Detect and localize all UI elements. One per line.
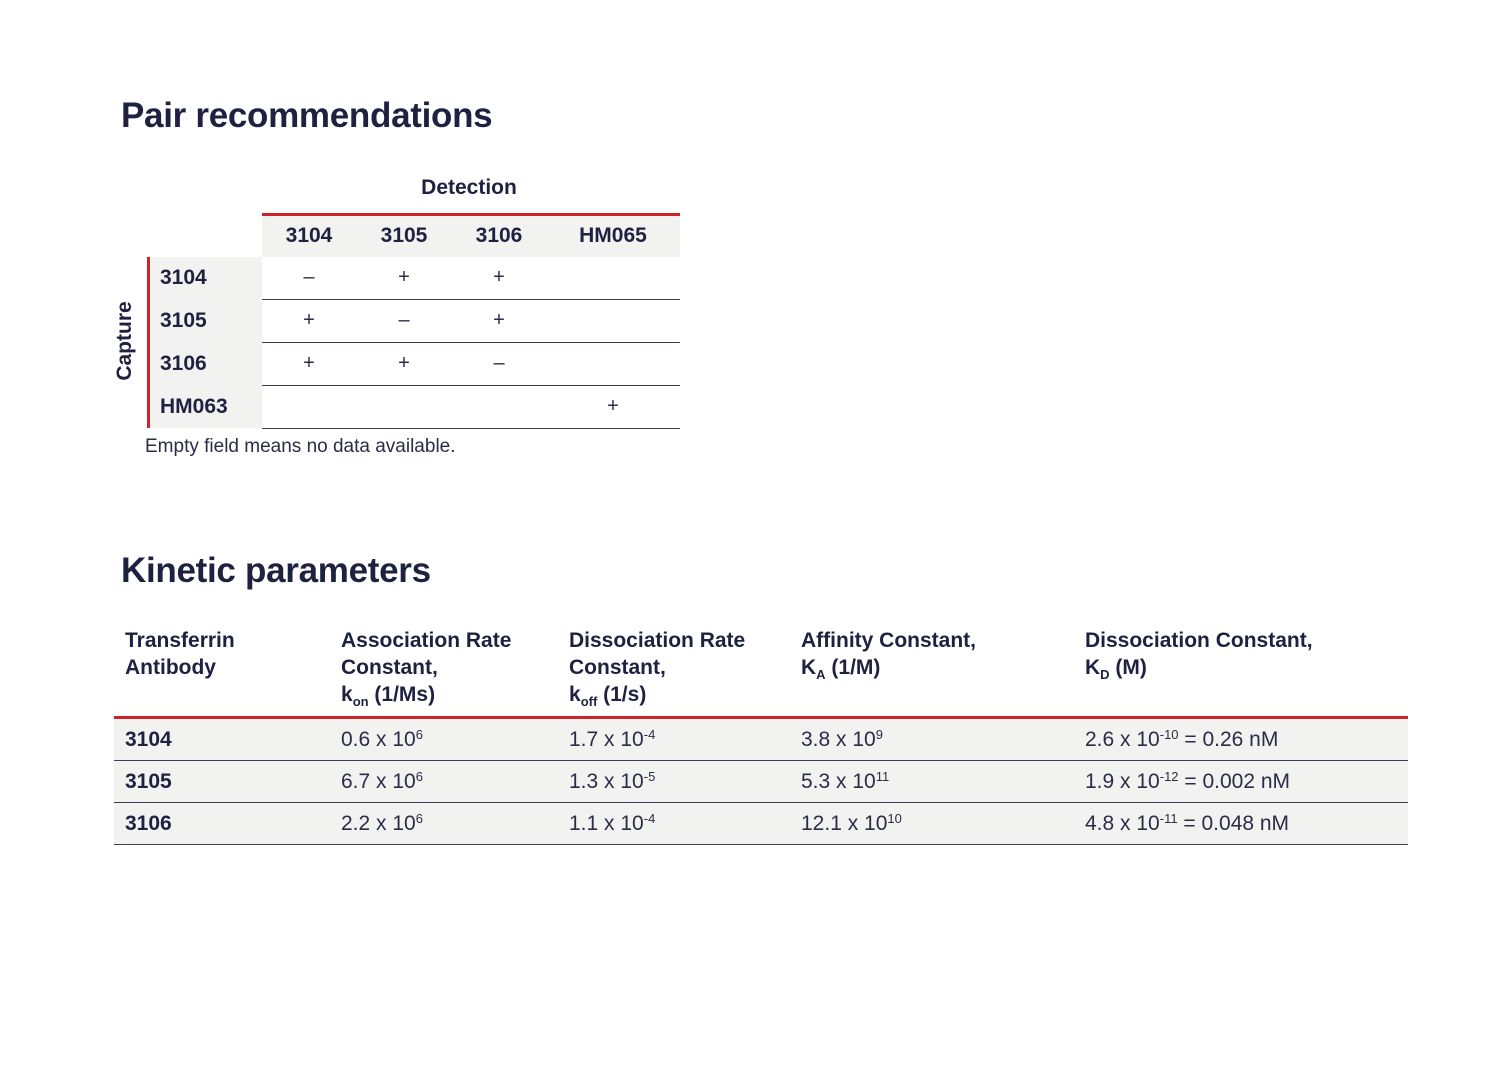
value-mantissa: 1.9 x 10	[1085, 769, 1160, 793]
value-nm: = 0.002 nM	[1178, 769, 1291, 793]
capture-label: Capture	[113, 301, 136, 381]
antibody-cell: 3105	[114, 761, 330, 803]
detection-header: 3106	[452, 215, 547, 257]
ka-column-header	[790, 627, 1074, 718]
pair-table	[147, 213, 680, 429]
symbol-letter: K	[1085, 656, 1101, 679]
symbol-letter: K	[801, 656, 817, 679]
pair-cell	[547, 299, 680, 342]
pair-row	[149, 257, 680, 300]
kon-cell	[330, 718, 558, 761]
symbol-subscript: on	[352, 694, 369, 709]
kinetic-header-row	[114, 627, 1408, 718]
kd-cell	[1074, 803, 1408, 845]
ka-cell	[790, 761, 1074, 803]
header-symbol	[569, 681, 790, 708]
kd-cell	[1074, 718, 1408, 761]
value-exponent: 6	[415, 726, 423, 742]
kinetic-parameters-title: Kinetic parameters	[121, 551, 431, 590]
kon-cell	[330, 761, 558, 803]
koff-column-header	[558, 627, 790, 718]
kinetic-row	[114, 718, 1408, 761]
kd-cell	[1074, 761, 1408, 803]
kinetic-row	[114, 761, 1408, 803]
value-exponent: -4	[643, 726, 656, 742]
detection-header: 3104	[262, 215, 357, 257]
kinetic-row	[114, 803, 1408, 845]
antibody-cell: 3104	[114, 718, 330, 761]
pair-cell: +	[357, 342, 452, 385]
value-mantissa: 0.6 x 10	[341, 727, 416, 751]
value-exponent: 10	[887, 810, 902, 826]
value-mantissa: 2.6 x 10	[1085, 727, 1160, 751]
pair-cell: +	[357, 257, 452, 300]
koff-cell	[558, 803, 790, 845]
value-exponent: -10	[1159, 726, 1179, 742]
pair-row	[149, 299, 680, 342]
antibody-column-header	[114, 627, 330, 718]
symbol-subscript: D	[1100, 667, 1110, 682]
pair-cell	[357, 385, 452, 428]
ka-cell	[790, 718, 1074, 761]
header-line: Antibody	[125, 656, 216, 679]
pair-cell: +	[452, 257, 547, 300]
value-mantissa: 4.8 x 10	[1085, 811, 1160, 835]
pair-cell: +	[262, 342, 357, 385]
symbol-subscript: off	[580, 694, 598, 709]
header-line: Association Rate	[341, 629, 512, 652]
value-exponent: 9	[875, 726, 883, 742]
capture-header: 3106	[149, 342, 262, 385]
value-mantissa: 1.3 x 10	[569, 769, 644, 793]
symbol-unit: (M)	[1109, 656, 1147, 679]
detection-header: 3105	[357, 215, 452, 257]
koff-cell	[558, 761, 790, 803]
header-line: Transferrin	[125, 629, 235, 652]
value-exponent: -12	[1159, 768, 1179, 784]
pair-cell: +	[452, 299, 547, 342]
pair-corner-cell	[149, 215, 262, 257]
pair-cell	[262, 385, 357, 428]
value-mantissa: 12.1 x 10	[801, 811, 888, 835]
value-mantissa: 3.8 x 10	[801, 727, 876, 751]
antibody-cell: 3106	[114, 803, 330, 845]
symbol-subscript: A	[816, 667, 826, 682]
pair-cell	[547, 257, 680, 300]
value-nm: = 0.26 nM	[1178, 727, 1279, 751]
pair-cell: –	[262, 257, 357, 300]
value-nm: = 0.048 nM	[1177, 811, 1290, 835]
capture-header: 3105	[149, 299, 262, 342]
value-mantissa: 6.7 x 10	[341, 769, 416, 793]
capture-header: HM063	[149, 385, 262, 428]
pair-row	[149, 385, 680, 428]
kon-column-header	[330, 627, 558, 718]
header-line: Affinity Constant,	[801, 629, 976, 652]
pair-cell	[452, 385, 547, 428]
value-mantissa: 5.3 x 10	[801, 769, 876, 793]
header-line: Dissociation Rate	[569, 629, 746, 652]
header-symbol	[801, 654, 1074, 681]
kon-cell	[330, 803, 558, 845]
pair-cell	[547, 342, 680, 385]
detection-label: Detection	[421, 176, 517, 199]
symbol-letter: k	[569, 683, 581, 706]
pair-note: Empty field means no data available.	[145, 436, 456, 457]
value-exponent: 6	[415, 810, 423, 826]
symbol-unit: (1/Ms)	[368, 683, 436, 706]
value-exponent: 11	[875, 768, 890, 784]
symbol-unit: (1/s)	[597, 683, 647, 706]
pair-cell: +	[547, 385, 680, 428]
capture-header: 3104	[149, 257, 262, 300]
value-mantissa: 1.7 x 10	[569, 727, 644, 751]
pair-header-row	[149, 215, 680, 257]
symbol-letter: k	[341, 683, 353, 706]
header-symbol	[1085, 654, 1408, 681]
value-exponent: -4	[643, 810, 656, 826]
value-exponent: -11	[1159, 810, 1178, 826]
value-exponent: 6	[415, 768, 423, 784]
koff-cell	[558, 718, 790, 761]
pair-recommendations-title: Pair recommendations	[121, 96, 493, 135]
ka-cell	[790, 803, 1074, 845]
value-mantissa: 1.1 x 10	[569, 811, 644, 835]
kd-column-header	[1074, 627, 1408, 718]
header-line: Dissociation Constant,	[1085, 629, 1313, 652]
symbol-unit: (1/M)	[825, 656, 881, 679]
header-line: Constant,	[569, 656, 666, 679]
pair-cell: –	[357, 299, 452, 342]
kinetic-table	[114, 627, 1408, 845]
value-exponent: -5	[643, 768, 656, 784]
pair-cell: –	[452, 342, 547, 385]
detection-header: HM065	[547, 215, 680, 257]
pair-cell: +	[262, 299, 357, 342]
header-line: Constant,	[341, 656, 438, 679]
pair-row	[149, 342, 680, 385]
value-mantissa: 2.2 x 10	[341, 811, 416, 835]
header-symbol	[341, 681, 558, 708]
